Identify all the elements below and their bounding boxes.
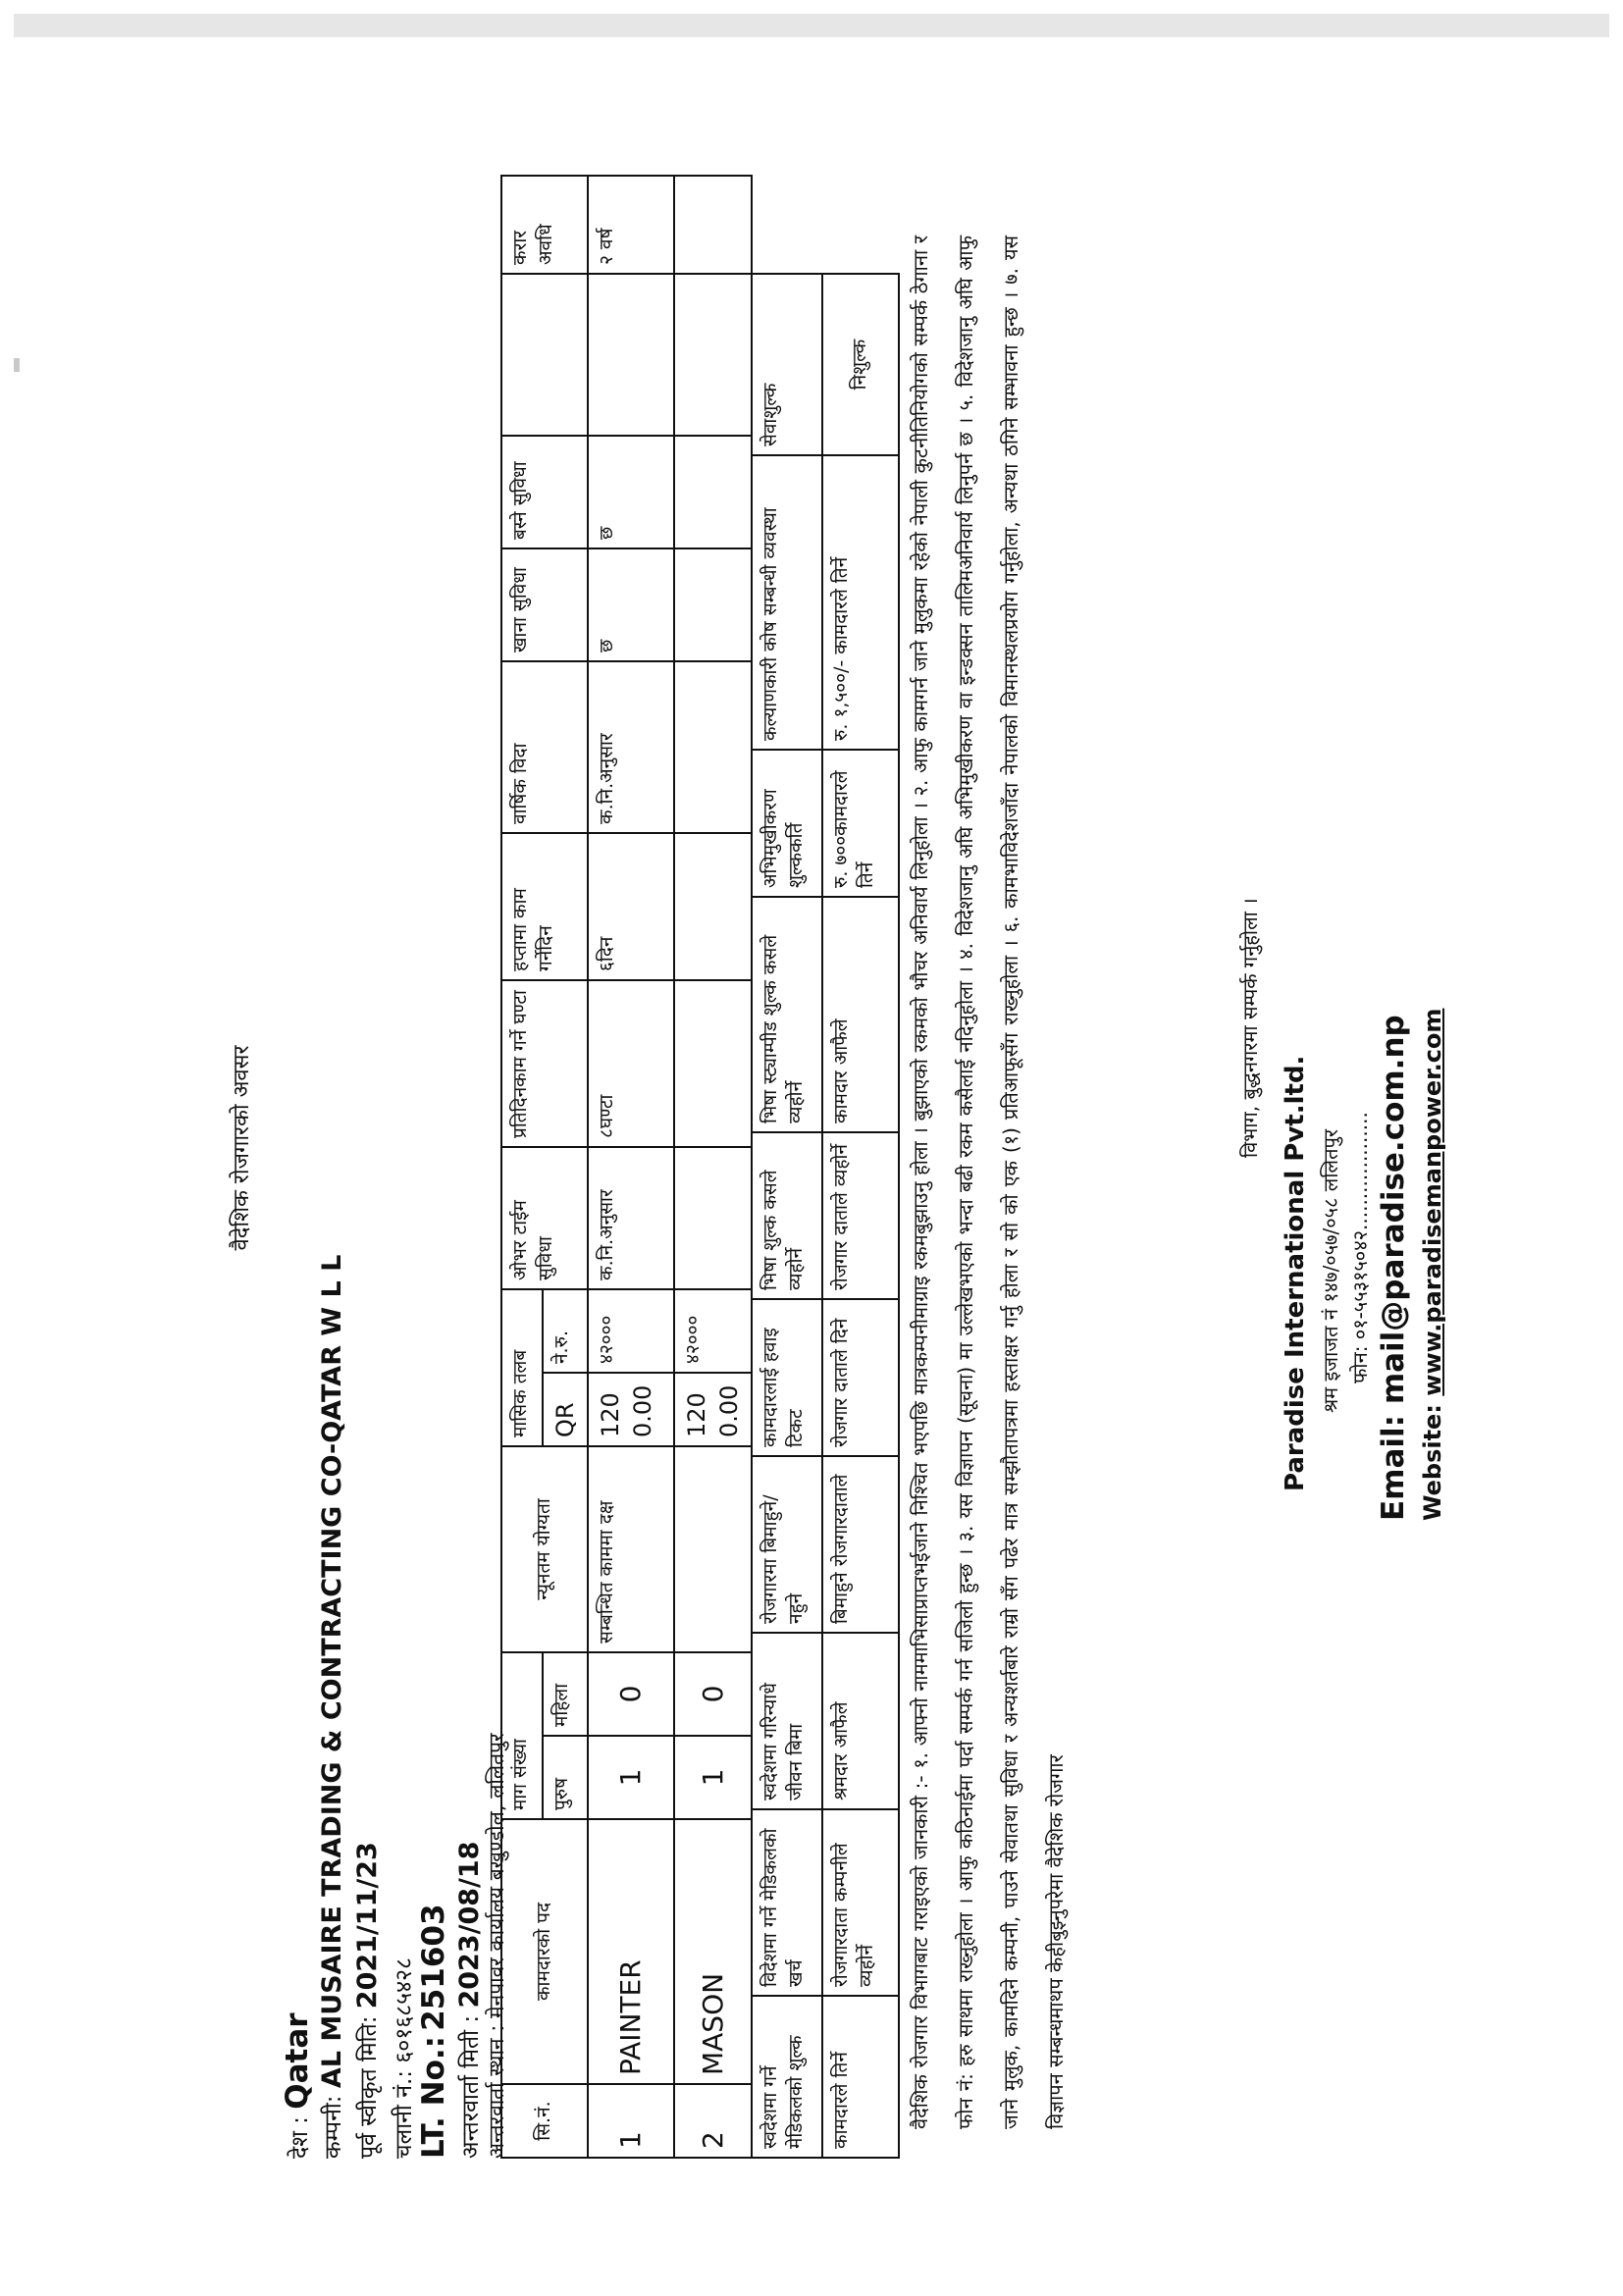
cost-header-visa-fee: भिषा शुल्क कसले व्यहोर्ने [752, 1132, 822, 1299]
header-annual-leave: वार्षिक विदा [501, 661, 588, 833]
cost-foreign-insurance: बिमाहुने रोजगारदाताले [822, 1456, 899, 1633]
prior-approval-line [351, 1842, 383, 2159]
header-weekly-days: हप्तामा काम गर्नेदिन [501, 833, 588, 980]
header-post: कामदारको पद [501, 1819, 588, 2084]
cost-foreign-medical: रोजगारदाता कम्पनीले व्यहोर्ने [822, 1809, 899, 1996]
cost-orientation: रु. ७००कामदारले तिर्ने [822, 750, 899, 897]
cost-air-ticket: रोजगार दाताले दिने [822, 1299, 899, 1456]
header-male: पुरुष [543, 1736, 588, 1819]
row2-npr: ४२००० [674, 1289, 752, 1373]
interview-date-value: 2023/08/18 [454, 1841, 485, 2009]
lt-line [416, 1904, 451, 2159]
cost-header-welfare: कल्याणकारी कोष सम्बन्धी व्यवस्था [752, 455, 822, 750]
cost-service: निशुल्क [822, 274, 899, 455]
row1-overtime: क.नि.अनुसार [588, 1147, 674, 1289]
row1-qualification: सम्बन्धित काममा दक्ष [588, 1446, 674, 1652]
row1-food: छ [588, 548, 674, 661]
interview-place-label: अन्तरवार्ता स्थान : [485, 2024, 508, 2159]
jobs-table [500, 175, 753, 2159]
cost-table [751, 273, 900, 2159]
row2-male: 1 [674, 1736, 752, 1819]
row2-daily-hours [674, 980, 752, 1147]
row2-overtime [674, 1147, 752, 1289]
country-value: Qatar [280, 2012, 315, 2110]
row1-male: 1 [588, 1736, 674, 1819]
header-demand: माग संख्या [501, 1652, 543, 1819]
cost-visa-fee: रोजगार दाताले व्यहोर्ने [822, 1132, 899, 1299]
row1-contract: २ वर्ष [588, 176, 674, 274]
cost-header-air-ticket: कामदारलाई हवाइ टिकट [752, 1299, 822, 1456]
row1-daily-hours: ८घण्टा [588, 980, 674, 1147]
document-title: वैदेशिक रोजगारको अवसर [230, 1045, 254, 1251]
row1-npr: ४२००० [588, 1289, 674, 1373]
table-row [822, 274, 899, 2158]
dispatch-line [387, 1957, 418, 2159]
row2-annual-leave [674, 661, 752, 833]
notes-last-line: विभाग, बुद्धनगरमा सम्पर्क गर्नुहोला । [1238, 898, 1262, 1158]
dispatch-label: चलानी नं.: [392, 2069, 417, 2159]
interview-date-label: अन्तरवार्ता मिती : [458, 2014, 484, 2159]
row2-accommodation [674, 436, 752, 548]
row2-weekly-days [674, 833, 752, 980]
cost-header-orientation: अभिमुखीकरण शुल्ककर्ति [752, 750, 822, 897]
cost-header-foreign-insurance: रोजगारमा बिमाहुने/नहुने [752, 1456, 822, 1633]
country-label: देश : [288, 2116, 313, 2159]
header-food: खाना सुविधा [501, 548, 588, 661]
header-salary: मासिक तलब [501, 1289, 543, 1446]
row1-female: 0 [588, 1652, 674, 1736]
cost-domestic-medical: कामदारले तिर्ने [822, 1996, 899, 2158]
lt-label: LT. No.: [416, 2035, 451, 2159]
prior-approval-label: पूर्व स्वीकृत मिति: [356, 2015, 382, 2159]
row2-post: MASON [674, 1819, 752, 2084]
header-npr: ने.रु. [543, 1289, 588, 1373]
footer-email: Email: mail@paradise.com.np [1376, 1015, 1411, 1521]
cost-header-service: सेवाशुल्क [752, 274, 822, 455]
row2-qualification [674, 1446, 752, 1652]
footer-phone: फोन: ०१-५५३१५०४२................... [1348, 1112, 1372, 1383]
prior-approval-value: 2021/11/23 [352, 1842, 383, 2009]
row1-accommodation: छ [588, 436, 674, 548]
header-female: महिला [543, 1652, 588, 1736]
footer-website-line [1419, 1009, 1446, 1521]
scan-top-bar [14, 14, 1609, 37]
row1-weekly-days: ६दिन [588, 833, 674, 980]
rotated-page [206, 137, 1446, 2159]
row2-empty [674, 274, 752, 436]
cost-domestic-insurance: श्रमदार आफैले [822, 1633, 899, 1809]
row1-post: PAINTER [588, 1819, 674, 2084]
cost-visa-stamp: कामदार आफैले [822, 897, 899, 1132]
header-contract: करार अवधि [501, 176, 588, 274]
footer-website-link[interactable]: www.paradisemanpower.com [1419, 1008, 1446, 1396]
cost-header-domestic-insurance: स्वदेशमा गरिन्याधे जीवन बिमा [752, 1633, 822, 1809]
row2-food [674, 548, 752, 661]
header-sn: सि.नं. [501, 2084, 588, 2158]
company-label: कम्पनी: [321, 2095, 346, 2159]
cost-welfare: रु. १,५००/- कामदारले तिर्ने [822, 455, 899, 750]
table-row [588, 176, 674, 2158]
footer-permit: श्रम इजाजत नं १४७/०५७/०५८ ललितपुर [1319, 1128, 1342, 1413]
notes-paragraph: वैदेशिक रोजगार विभागबाट गराइएको जानकारी :- १. आफ्नो नाममाभिसाप्राप्तभईजाने निश्चित भएपछि मात्रकम्पनीमाग्राइ रकमबुझाउनु होला । बुझाएको रकमको भौचर अनिवार्य लिनुहोला । २. आफु कामगर्न जाने मुलुकमा रहेको नेपाली कुटनीतिनियोगको सम्पर्क ठेगाना र फोन नं: हरु साथमा राख्नुहोला । आफु कठिनाईमा पर्दा सम्पर्क गर्न सजिलो हुन्छ । ३. यस विज्ञापन (सूचना) मा उल्लेखभएको भन्दा बढी रकम कसैलाई नदिनुहोला । ४. विदेशजानु अघि अभिमुखीकरण वा इन्डक्सन तालिमअनिवार्य लिनुपर्न छ । ५. विदेशजानु अघि आफु जाने मुलुक, कामदिने कम्पनी, पाउने सेवातथा सुविधा र अन्यशर्तबारे राम्रो सँग पढेर मात्र सम्झौतापत्रमा हस्ताक्षर गर्नु होला र सो को एक (१) प्रतिआफूसँग राख्नुहोला । ६. कामभाविदेशजाँदा नेपालको विमानस्थलप्रयोग गर्नुहोला, अन्यथा ठगिने सम्भावना हुन्छ । ७. यस विज्ञापन सम्बन्धमाथप केहीबुझ्नुपरेमा वैदेशिक रोजगार [909, 235, 1068, 2129]
interview-date-line [453, 1842, 485, 2159]
row1-annual-leave: क.नि.अनुसार [588, 661, 674, 833]
interview-place-value: मेनपावर कार्यालय बखुण्डोल, ललितपुर [485, 1733, 508, 2019]
row2-qr: 1200.00 [674, 1373, 752, 1446]
lt-value: 251603 [416, 1904, 451, 2031]
header-qualification: न्यूनतम योग्यता [501, 1446, 588, 1652]
header-accommodation: बस्ने सुविधा [501, 436, 588, 548]
footer-website-label: Website: [1419, 1404, 1446, 1521]
table-row [674, 176, 752, 2158]
header-overtime: ओभर टाईम सुविधा [501, 1147, 588, 1289]
header-empty [501, 274, 588, 436]
row2-contract [674, 176, 752, 274]
row1-empty [588, 274, 674, 436]
row2-female: 0 [674, 1652, 752, 1736]
row2-sn: 2 [674, 2084, 752, 2158]
footer-company: Paradise International Pvt.ltd. [1281, 1055, 1310, 1491]
cost-header-domestic-medical: स्वदेशमा गर्ने मेडिकलको शुल्क [752, 1996, 822, 2158]
company-line [316, 1255, 347, 2159]
row1-qr: 1200.00 [588, 1373, 674, 1446]
cost-header-visa-stamp: भिषा स्ट्याम्पीड शुल्क कसले व्यहोर्ने [752, 897, 822, 1132]
header-qr: QR [543, 1373, 588, 1446]
scan-mark [14, 358, 20, 372]
header-daily-hours: प्रतिदिनकाम गर्ने घण्टा [501, 980, 588, 1147]
company-value: AL MUSAIRE TRADING & CONTRACTING CO-QATAR W L L [317, 1254, 347, 2089]
cost-header-foreign-medical: विदेशमा गर्ने मेडिकलको खर्च [752, 1809, 822, 1996]
country-line [280, 2012, 315, 2159]
dispatch-value: ६०१६८५४२८ [392, 1957, 417, 2063]
row1-sn: 1 [588, 2084, 674, 2158]
